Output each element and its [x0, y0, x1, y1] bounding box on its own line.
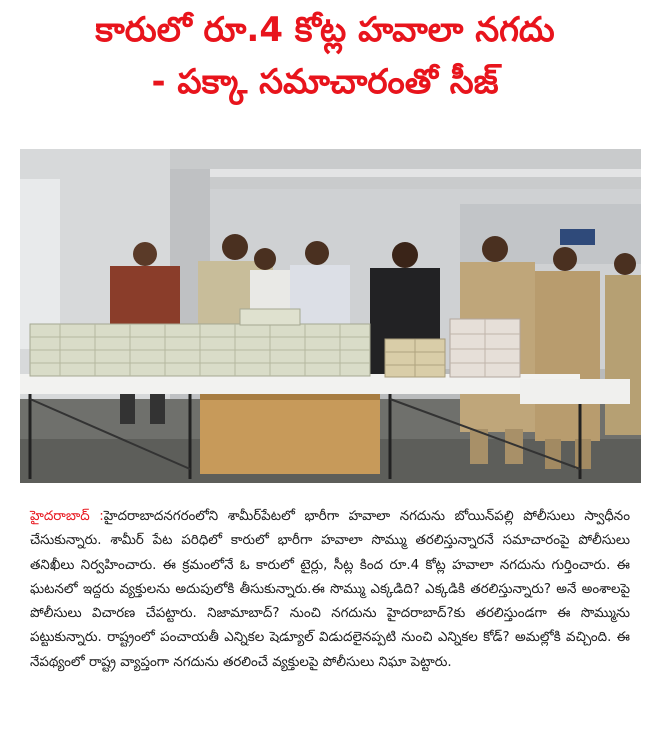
- news-photo-illustration: [20, 149, 641, 483]
- headline-line-2: - పక్కా సమాచారంతో సీజ్: [151, 62, 499, 102]
- headline: [0, 0, 650, 112]
- article-body: [30, 505, 630, 675]
- news-photo: [20, 149, 641, 483]
- headline-line-1: కారులో రూ.4 కోట్ల హవాలా నగదు: [95, 10, 555, 50]
- article-text: హైదరాబాదనగరంలోని శామీర్‌పేటలో భారీగా హవాలా నగదును బోయిన్‌పల్లి పోలీసులు స్వాధీనం చేసుకున్నారు. శామీర్ పేట పరిధిలో కారులో భారీగా హవాలా సొమ్ము తరలిస్తున్నారనే సమాచారంపై పోలీసులు తనిఖీలు నిర్వహించారు. ఈ క్రమంలోనే ఓ కారులో టైర్లు, సీట్ల కింద రూ.4 కోట్ల హవాలా నగదును గుర్తించారు. ఈ ఘటనలో ఇద్దరు వ్యక్తులను అదుపులోకి తీసుకున్నారు.ఈ సొమ్ము ఎక్కడిది? ఎక్కడికి తరలిస్తున్నారు? అనే అంశాలపై పోలీసులు విచారణ చేపట్టారు. నిజామాబాద్? నుంచి నగదును హైదరాబాద్?కు తరలిస్తుండగా ఈ సొమ్మును పట్టుకున్నారు. రాష్ట్రంలో పంచాయతీ ఎన్నికల షెడ్యూల్ విడుదలైనప్పటి నుంచి ఎన్నికల కోడ్? అమల్లోకి వచ్చింది. ఈ నేపథ్యంలో రాష్ట్ర వ్యాప్తంగా నగదును తరలించే వ్యక్తులపై పోలీసులు నిఘా పెట్టారు.: [30, 509, 630, 670]
- article-dateline: హైదరాబాద్ :: [30, 509, 104, 524]
